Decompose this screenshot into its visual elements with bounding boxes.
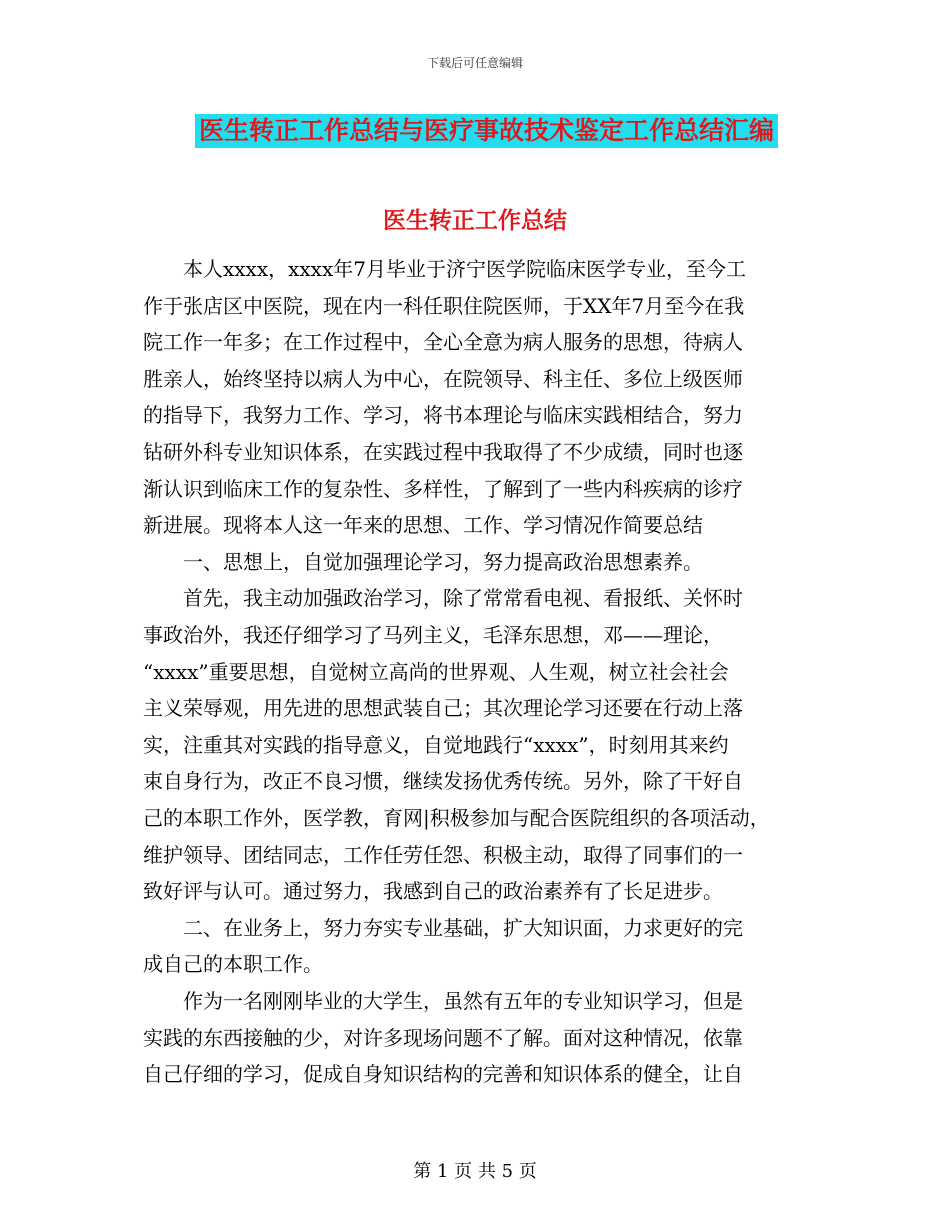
document-title: 医生转正工作总结与医疗事故技术鉴定工作总结汇编 bbox=[195, 114, 778, 148]
body-line: 事政治外，我还仔细学习了马列主义，毛泽东思想，邓——理论， bbox=[143, 623, 723, 647]
body-line: 钻研外科专业知识体系，在实践过程中我取得了不少成绩，同时也逐 bbox=[143, 440, 743, 464]
body-line: 自己仔细的学习，促成自身知识结构的完善和知识体系的健全，让自 bbox=[143, 1062, 743, 1087]
body-line: 束自身行为，改正不良习惯，继续发扬优秀传统。另外，除了干好自 bbox=[143, 769, 743, 794]
section-title: 医生转正工作总结 bbox=[383, 207, 567, 234]
body-line: 维护领导、团结同志，工作任劳任怨、积极主动，取得了同事们的一 bbox=[143, 842, 743, 867]
body-line: 新进展。现将本人这一年来的思想、工作、学习情况作简要总结 bbox=[143, 513, 703, 538]
body-line: 一、思想上，自觉加强理论学习，努力提高政治思想素养。 bbox=[143, 549, 703, 574]
body-line: 主义荣辱观，用先进的思想武装自己；其次理论学习还要在行动上落 bbox=[143, 696, 743, 721]
body-line: 实，注重其对实践的指导意义，自觉地践行“xxxx”，时刻用其来约 bbox=[143, 732, 729, 757]
body-line: 的指导下，我努力工作、学习，将书本理论与临床实践相结合，努力 bbox=[143, 403, 743, 428]
body-line: 致好评与认可。通过努力，我感到自己的政治素养有了长足进步。 bbox=[143, 879, 723, 904]
body-line: 渐认识到临床工作的复杂性、多样性，了解到了一些内科疾病的诊疗 bbox=[143, 476, 743, 501]
body-line: 作于张店区中医院，现在内一科任职住院医师，于XX年7月至今在我 bbox=[143, 293, 745, 318]
body-line: 二、在业务上，努力夯实专业基础，扩大知识面，力求更好的完 bbox=[143, 915, 743, 940]
body-line: 首先，我主动加强政治学习，除了常常看电视、看报纸、关怀时 bbox=[143, 586, 743, 611]
body-line: 胜亲人，始终坚持以病人为中心，在院领导、科主任、多位上级医师 bbox=[143, 366, 743, 391]
header-note: 下载后可任意编辑 bbox=[426, 56, 523, 70]
body-line: 实践的东西接触的少，对许多现场问题不了解。面对这种情况，依靠 bbox=[143, 1025, 743, 1050]
body-line: 院工作一年多；在工作过程中，全心全意为病人服务的思想，待病人 bbox=[143, 330, 743, 355]
body-line: “xxxx”重要思想，自觉树立高尚的世界观、人生观，树立社会社会 bbox=[143, 659, 729, 684]
body-line: 本人xxxx，xxxx年7月毕业于济宁医学院临床医学专业，至今工 bbox=[143, 257, 746, 281]
body-line: 己的本职工作外，医学教，育网|积极参加与配合医院组织的各项活动， bbox=[143, 806, 770, 830]
page-footer: 第 1 页 共 5 页 bbox=[413, 1161, 537, 1182]
body-line: 成自己的本职工作。 bbox=[143, 952, 323, 977]
body-line: 作为一名刚刚毕业的大学生，虽然有五年的专业知识学习，但是 bbox=[143, 989, 743, 1013]
